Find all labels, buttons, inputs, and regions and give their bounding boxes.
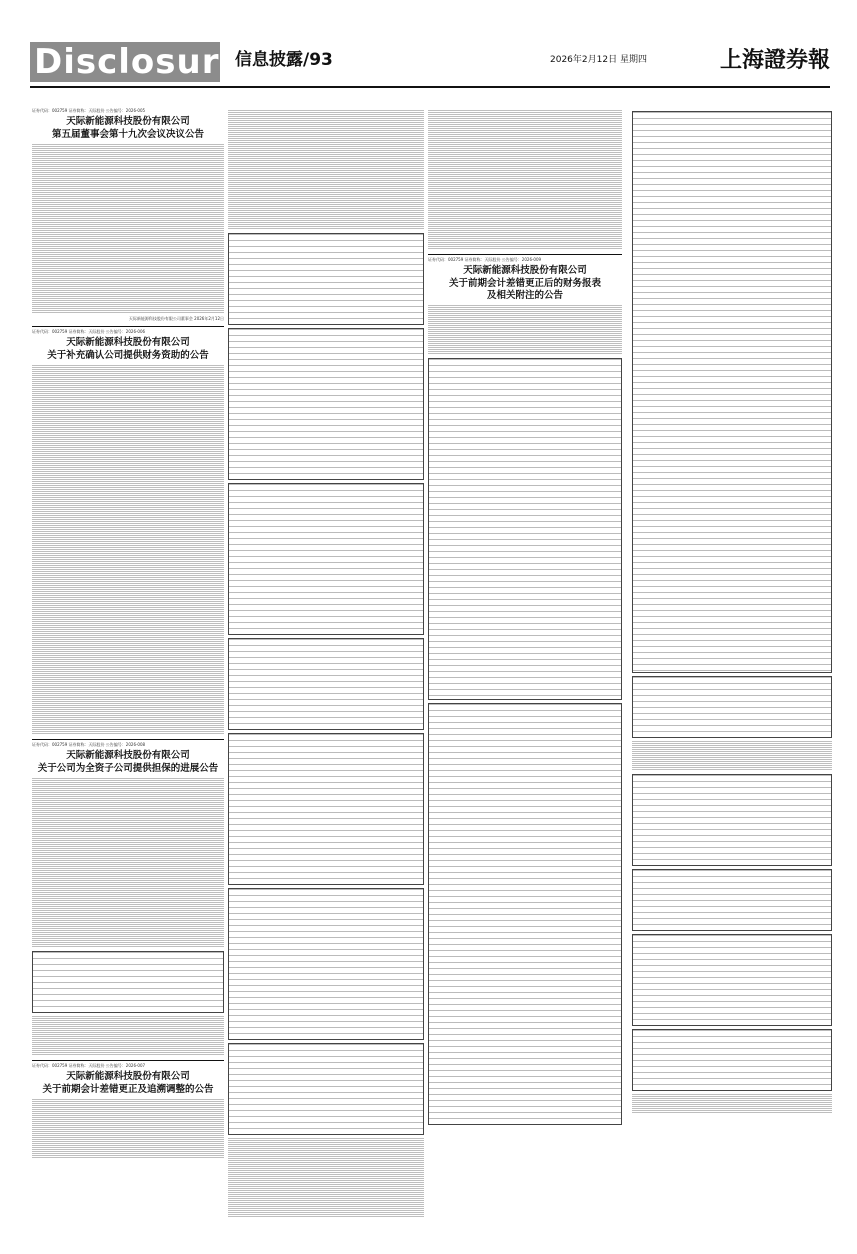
article-title: 天际新能源科技股份有限公司 (66, 1071, 190, 1082)
article-code: 证券代码：002759 证券简称：天际股份 公告编号：2026-005 (32, 108, 146, 113)
column-2 (228, 108, 424, 1218)
article-code: 证券代码：002759 证券简称：天际股份 公告编号：2026-007 (32, 1063, 146, 1068)
divider (428, 254, 622, 255)
article-subtitle: 关于补充确认公司提供财务资助的公告 (47, 350, 209, 361)
table (428, 703, 622, 1125)
table (228, 328, 424, 480)
column-4 (632, 108, 832, 1218)
article-sign: 天际新能源科技股份有限公司董事会 2026年2月12日 (128, 316, 224, 321)
divider (32, 326, 224, 327)
table (632, 774, 832, 866)
table (228, 1043, 424, 1135)
article-title: 天际新能源科技股份有限公司 (463, 265, 587, 276)
issue-date: 2026年2月12日 星期四 (550, 55, 647, 65)
table (228, 233, 424, 325)
table (632, 676, 832, 738)
article-body (632, 741, 832, 771)
article-body (32, 778, 224, 948)
section-title: 信息披露/93 (235, 50, 333, 70)
column-1 (32, 108, 224, 1218)
article-body (428, 305, 622, 355)
article-title: 天际新能源科技股份有限公司 (66, 337, 190, 348)
table (32, 951, 224, 1013)
article-title: 天际新能源科技股份有限公司 (66, 750, 190, 761)
table (632, 869, 832, 931)
divider (32, 739, 224, 740)
article-body (32, 144, 224, 314)
article-subtitle: 关于前期会计差错更正及追溯调整的公告 (42, 1084, 214, 1095)
table (632, 1029, 832, 1091)
table (228, 483, 424, 635)
table (228, 733, 424, 885)
column-3 (428, 108, 622, 1218)
article-title: 天际新能源科技股份有限公司 (66, 116, 190, 127)
article-body (32, 365, 224, 735)
newspaper-name: 上海證券報 (719, 47, 830, 73)
table (228, 638, 424, 730)
article-code: 证券代码：002759 证券简称：天际股份 公告编号：2026-006 (32, 329, 146, 334)
section-logo: Disclosure (30, 42, 220, 82)
article-body (32, 1099, 224, 1159)
divider (32, 1060, 224, 1061)
article-body (632, 1094, 832, 1114)
article-subtitle-2: 及相关附注的公告 (486, 290, 563, 301)
masthead (30, 40, 830, 88)
article-subtitle: 关于前期会计差错更正后的财务报表 (448, 278, 601, 289)
article-body (428, 110, 622, 250)
table (428, 358, 622, 700)
article-body (228, 1138, 424, 1218)
article-body (32, 1016, 224, 1056)
table (632, 111, 832, 673)
article-code: 证券代码：002759 证券简称：天际股份 公告编号：2026-009 (428, 257, 542, 262)
article-body (228, 110, 424, 230)
article-subtitle: 关于公司为全资子公司提供担保的进展公告 (37, 763, 219, 774)
article-subtitle: 第五届董事会第十九次会议决议公告 (51, 129, 204, 140)
table (632, 934, 832, 1026)
table (228, 888, 424, 1040)
article-code: 证券代码：002759 证券简称：天际股份 公告编号：2026-008 (32, 742, 146, 747)
